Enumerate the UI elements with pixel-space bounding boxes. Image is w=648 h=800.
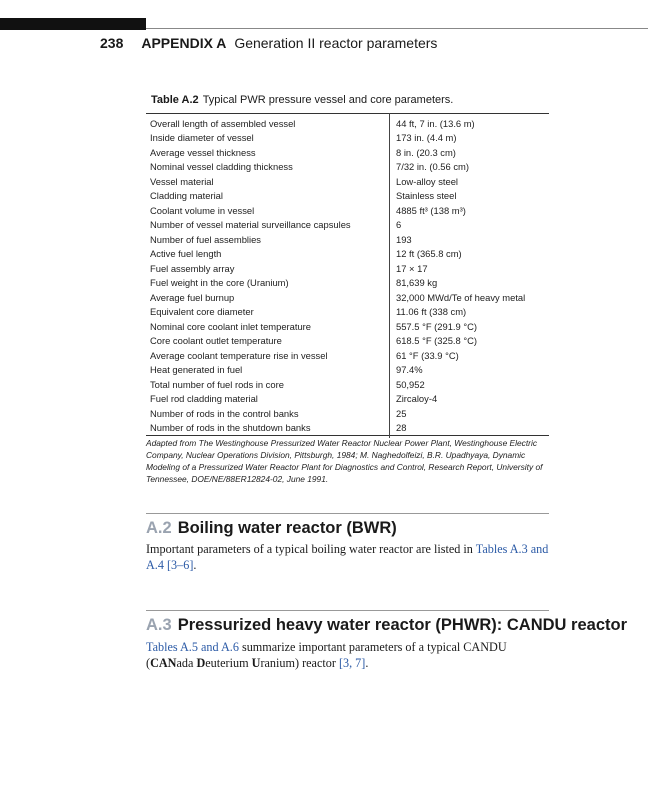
- parameter-value: 97.4%: [390, 363, 550, 378]
- table-title: Typical PWR pressure vessel and core parameters.: [202, 94, 454, 106]
- parameter-name: Number of rods in the control banks: [150, 407, 299, 419]
- body-bold: CAN: [150, 656, 177, 670]
- body-text: Important parameters of a typical boiling water reactor are listed in: [146, 542, 476, 556]
- parameter-name: Overall length of assembled vessel: [150, 117, 296, 129]
- table-row: [146, 247, 549, 262]
- section-body-a2: [146, 541, 552, 573]
- body-text: .: [193, 558, 197, 572]
- parameter-name: Number of rods in the shutdown banks: [150, 422, 311, 434]
- parameter-name: Fuel weight in the core (Uranium): [150, 277, 289, 289]
- parameter-value: 81,639 kg: [390, 276, 550, 291]
- parameter-value: 32,000 MWd/Te of heavy metal: [390, 290, 550, 305]
- section-number: A.3: [146, 616, 172, 634]
- table-row: [146, 131, 549, 146]
- parameter-value: 11.06 ft (338 cm): [390, 305, 550, 320]
- parameter-name: Core coolant outlet temperature: [150, 335, 282, 347]
- parameter-name: Fuel assembly array: [150, 262, 235, 274]
- parameter-name: Number of vessel material surveillance capsules: [150, 219, 351, 231]
- parameter-name: Cladding material: [150, 190, 223, 202]
- parameter-name: Average coolant temperature rise in vessel: [150, 349, 328, 361]
- table-row: [146, 348, 549, 363]
- table-row: [146, 218, 549, 233]
- table-row: [146, 145, 549, 160]
- body-bold: U: [251, 656, 261, 670]
- parameter-value: Zircaloy-4: [390, 392, 550, 407]
- parameter-value: 44 ft, 7 in. (13.6 m): [390, 113, 550, 131]
- body-text: ranium) reactor: [260, 656, 339, 670]
- table-row: [146, 174, 549, 189]
- section-rule: [146, 513, 549, 514]
- parameter-value: 17 × 17: [390, 261, 550, 276]
- table-reference-link[interactable]: Tables A.3 and A.4 [3–6]: [146, 542, 549, 572]
- parameter-name: Heat generated in fuel: [150, 364, 243, 376]
- header-rule: [146, 28, 648, 29]
- table-row: [146, 113, 549, 131]
- table-row: [146, 334, 549, 349]
- table-reference-link[interactable]: Tables A.5 and A.6: [146, 640, 239, 654]
- table-row: [146, 160, 549, 175]
- section-number: A.2: [146, 519, 172, 537]
- section-title: Pressurized heavy water reactor (PHWR): CANDU reactor: [177, 616, 627, 634]
- table-row: [146, 406, 549, 421]
- parameter-name: Active fuel length: [150, 248, 222, 260]
- parameter-name: Total number of fuel rods in core: [150, 378, 284, 390]
- table-row: [146, 189, 549, 204]
- section-body-a3: [146, 639, 552, 671]
- parameter-name: Vessel material: [150, 175, 214, 187]
- page-number: 238: [100, 35, 124, 51]
- parameter-value: 28: [390, 421, 550, 439]
- parameter-name: Average fuel burnup: [150, 291, 235, 303]
- parameter-value: 4885 ft³ (138 m³): [390, 203, 550, 218]
- table-row: [146, 392, 549, 407]
- section-heading-a3: [146, 616, 627, 635]
- body-text: summarize important parameters of a typical CANDU (: [146, 640, 507, 670]
- appendix-title: Generation II reactor parameters: [234, 35, 438, 51]
- section-heading-a2: [146, 519, 397, 538]
- body-bold: D: [196, 656, 206, 670]
- table-row: [146, 261, 549, 276]
- body-text: euterium: [205, 656, 252, 670]
- parameter-value: 557.5 °F (291.9 °C): [390, 319, 550, 334]
- body-text: .: [365, 656, 369, 670]
- table-row: [146, 377, 549, 392]
- parameter-value: 618.5 °F (325.8 °C): [390, 334, 550, 349]
- parameter-name: Average vessel thickness: [150, 146, 256, 158]
- parameter-value: 6: [390, 218, 550, 233]
- citation-link[interactable]: [3, 7]: [338, 656, 366, 670]
- parameter-name: Nominal core coolant inlet temperature: [150, 320, 312, 332]
- table-row: [146, 363, 549, 378]
- table-row: [146, 203, 549, 218]
- parameter-value: 50,952: [390, 377, 550, 392]
- parameter-value: 12 ft (365.8 cm): [390, 247, 550, 262]
- parameter-value: 25: [390, 406, 550, 421]
- parameter-value: 7/32 in. (0.56 cm): [390, 160, 550, 175]
- table-row: [146, 232, 549, 247]
- parameter-value: Low-alloy steel: [390, 174, 550, 189]
- parameter-value: 173 in. (4.4 m): [390, 131, 550, 146]
- parameter-name: Inside diameter of vessel: [150, 132, 254, 144]
- table-row: [146, 305, 549, 320]
- table-row: [146, 319, 549, 334]
- appendix-label: APPENDIX A: [141, 35, 227, 51]
- header-black-bar: [0, 18, 146, 30]
- parameter-value: 61 °F (33.9 °C): [390, 348, 550, 363]
- parameter-value: 8 in. (20.3 cm): [390, 145, 550, 160]
- table-caption: [151, 94, 453, 106]
- table-footnote: Adapted from The Westinghouse Pressurized Water Reactor Nuclear Power Plant, Westinghouse Electric Company, Nuclear Operations Division, Pittsburgh, 1984; M. Naghedolfeizi, B.R. Upadhyaya, Dynamic Modeling of a Pressurized Water Reactor Plant for Diagnostics and Control, Research Report, University of Tennessee, DOE/NE/88ER12824-02, June 1991.: [146, 438, 543, 484]
- parameters-table: [146, 113, 549, 438]
- table-row: [146, 290, 549, 305]
- table-label: Table A.2: [151, 94, 199, 106]
- parameter-value: Stainless steel: [390, 189, 550, 204]
- body-text: ada: [176, 656, 197, 670]
- parameter-name: Nominal vessel cladding thickness: [150, 161, 293, 173]
- running-header: [100, 35, 437, 51]
- parameter-name: Number of fuel assemblies: [150, 233, 261, 245]
- table-row: [146, 421, 549, 439]
- parameter-name: Equivalent core diameter: [150, 306, 254, 318]
- table-row: [146, 276, 549, 291]
- parameter-value: 193: [390, 232, 550, 247]
- parameter-name: Fuel rod cladding material: [150, 393, 258, 405]
- parameter-name: Coolant volume in vessel: [150, 204, 255, 216]
- section-rule: [146, 610, 549, 611]
- section-title: Boiling water reactor (BWR): [177, 519, 397, 537]
